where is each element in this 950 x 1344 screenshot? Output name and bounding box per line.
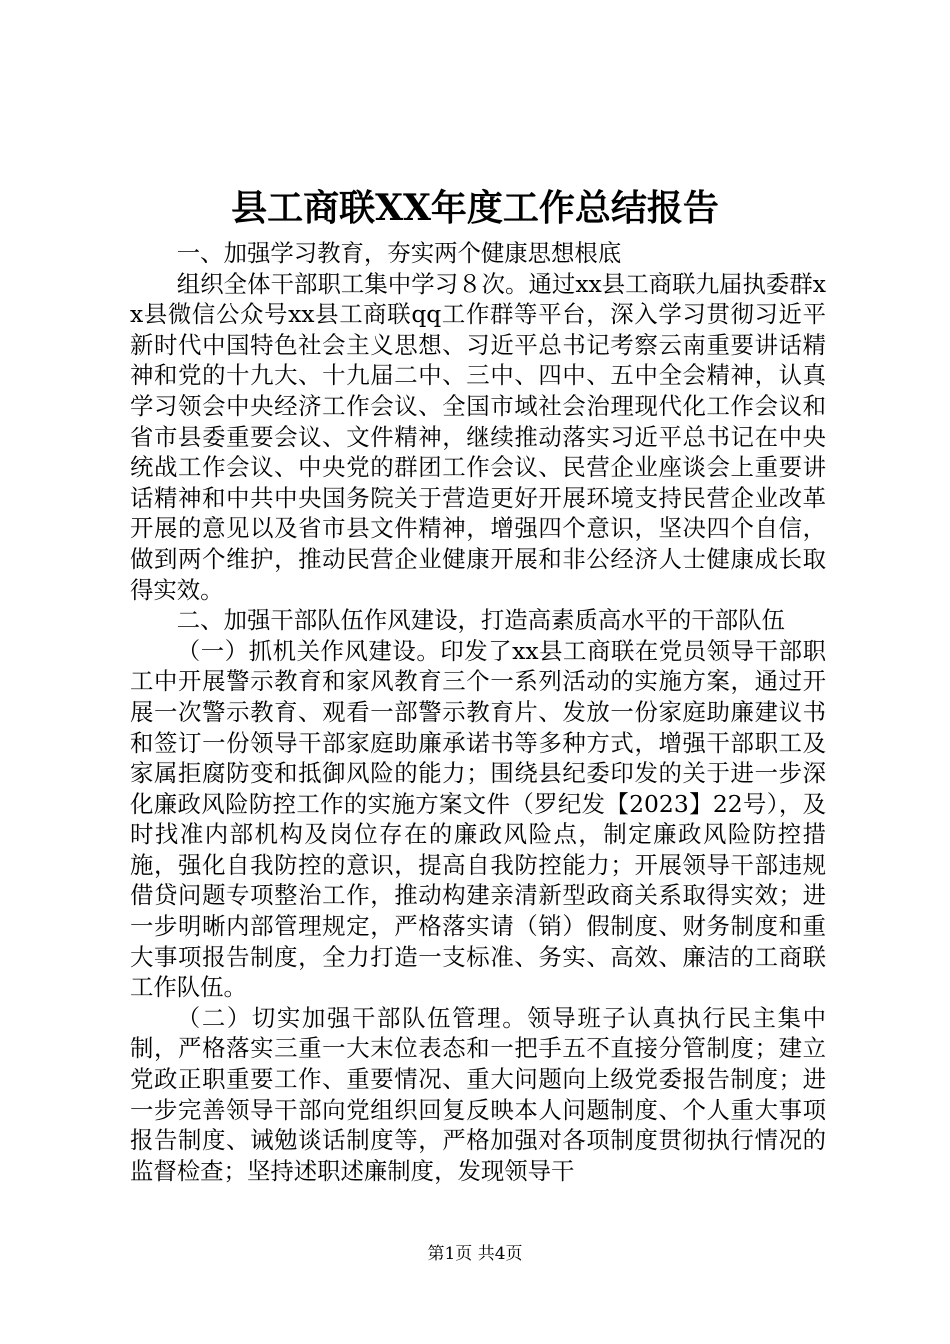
section-heading-1: 一、加强学习教育，夯实两个健康思想根底	[176, 239, 622, 267]
document-title: 县工商联XX年度工作总结报告	[231, 187, 719, 229]
page-number-footer: 第1页 共4页	[427, 1244, 523, 1264]
section-heading-2: 二、加强干部队伍作风建设，打造高素质高水平的干部队伍	[176, 606, 785, 635]
document-body	[130, 238, 826, 1186]
body-paragraph-2: （一）抓机关作风建设。印发了xx县工商联在党员领导干部职工中开展警示教育和家风教育三个一系列活动的实施方案，通过开展一次警示教育、观看一部警示教育片、发放一份家庭助廉建议书和签订一份领导干部家庭助廉承诺书等多种方式，增强干部职工及家属拒腐防变和抵御风险的能力；围绕县纪委印发的关于进一步深化廉政风险防控工作的实施方案文件（罗纪发【2023】22号），及时找准内部机构及岗位存在的廉政风险点，制定廉政风险防控措施，强化自我防控的意识，提高自我防控能力；开展领导干部违规借贷问题专项整治工作，推动构建亲清新型政商关系取得实效；进一步明晰内部管理规定，严格落实请（销）假制度、财务制度和重大事项报告制度，全力打造一支标准、务实、高效、廉洁的工商联工作队伍。	[130, 636, 826, 1002]
body-paragraph-1: 组织全体干部职工集中学习８次。通过xx县工商联九届执委群xx县微信公众号xx县工商联qq工作群等平台，深入学习贯彻习近平新时代中国特色社会主义思想、习近平总书记考察云南重要讲话精神和党的十九大、十九届二中、三中、四中、五中全会精神，认真学习领会中央经济工作会议、全国市域社会治理现代化工作会议和省市县委重要会议、文件精神，继续推动落实习近平总书记在中央统战工作会议、中央党的群团工作会议、民营企业座谈会上重要讲话精神和中共中央国务院关于营造更好开展环境支持民营企业改革开展的意见以及省市县文件精神，增强四个意识，坚决四个自信，做到两个维护，推动民营企业健康开展和非公经济人士健康成长取得实效。	[130, 269, 826, 604]
body-paragraph-3: （二）切实加强干部队伍管理。领导班子认真执行民主集中制，严格落实三重一大末位表态和一把手五不直接分管制度；建立党政正职重要工作、重要情况、重大问题向上级党委报告制度；进一步完善领导干部向党组织回复反映本人问题制度、个人重大事项报告制度、诫勉谈话制度等，严格加强对各项制度贯彻执行情况的监督检查；坚持述职述廉制度，发现领导干	[130, 1003, 826, 1185]
